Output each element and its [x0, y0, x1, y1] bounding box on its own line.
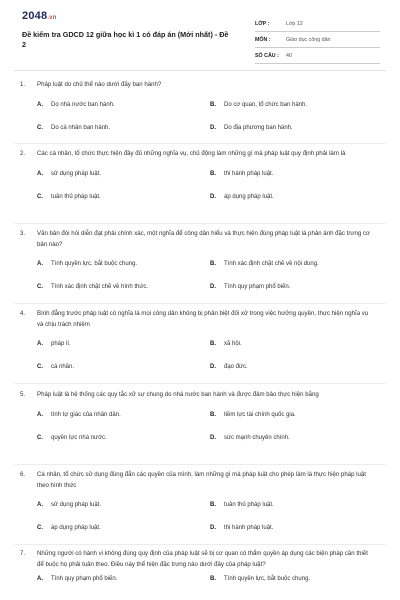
option-text: tiềm lực tài chính quốc gia. [224, 411, 296, 418]
option-b[interactable] [210, 170, 273, 178]
answer-options [20, 160, 384, 202]
answer-options [20, 250, 384, 292]
answer-options [20, 91, 384, 133]
question-divider [14, 464, 386, 465]
option-text: xã hội. [224, 341, 242, 347]
question-stem [20, 390, 384, 401]
option-c[interactable] [37, 434, 107, 442]
option-d[interactable] [210, 193, 274, 201]
site-logo[interactable] [22, 10, 57, 22]
meta-class-row [255, 16, 380, 32]
question-text: Các cá nhân, tổ chức thực hiện đầy đủ những nghĩa vụ, chủ động làm những gì mà pháp luật quy định phải làm là [37, 150, 346, 157]
option-b[interactable] [210, 501, 274, 509]
option-b[interactable] [210, 411, 296, 419]
meta-value: 40 [286, 52, 292, 59]
meta-label: MÔN : [255, 36, 271, 43]
question-divider [14, 383, 386, 384]
option-letter: D. [210, 364, 216, 370]
question-divider [14, 544, 386, 545]
logo-tld: .vn [47, 15, 57, 21]
option-text: tuân thủ pháp luật. [224, 502, 274, 508]
option-c[interactable] [37, 124, 110, 132]
option-text: áp dụng pháp luật. [51, 525, 101, 531]
answer-options [20, 491, 384, 533]
question-6 [20, 470, 384, 533]
option-b[interactable] [210, 575, 310, 583]
question-text: Pháp luật là hệ thống các quy tắc xử sự chung do nhà nước ban hành và được đảm bảo thực hiện bằng [37, 391, 319, 398]
option-a[interactable] [37, 260, 137, 268]
document-header [22, 10, 380, 60]
question-stem [20, 309, 384, 330]
option-b[interactable] [210, 340, 242, 348]
option-text: Tính quyền lực, bắt buộc chung. [224, 576, 311, 582]
option-text: tuân thủ pháp luật. [51, 193, 101, 200]
option-letter: D. [210, 284, 216, 290]
question-number: 7. [20, 550, 26, 557]
option-letter: C. [37, 434, 43, 441]
option-c[interactable] [37, 363, 74, 371]
option-letter: B. [210, 341, 216, 347]
document-title: Đề kiểm tra GDCD 12 giữa học kì 1 có đáp án (Mới nhất) - Đề 2 [22, 30, 229, 49]
question-number: 5. [20, 391, 26, 398]
question-2 [20, 149, 384, 202]
option-letter: B. [210, 411, 216, 418]
option-d[interactable] [210, 363, 248, 371]
option-letter: A. [37, 576, 43, 582]
question-stem [20, 549, 384, 570]
question-text: Pháp luật do chủ thể nào dưới đây ban hành? [37, 81, 162, 88]
question-text: Bình đẳng trước pháp luật có nghĩa là mọi công dân không bị phân biệt đối xử trong việc hưởng quyền, thực hiện nghĩa vụ và chịu trách nhiệm [37, 310, 369, 328]
option-letter: A. [37, 170, 43, 177]
option-letter: C. [37, 525, 43, 531]
question-text: Những người có hành vi không đúng quy định của pháp luật sẽ bị cơ quan có thẩm quyền áp dụng các biện pháp cần thiết để buộc họ phải tuân theo. Điều này thể hiện đặc trưng nào dưới đây của pháp luật? [37, 550, 368, 568]
option-text: Tính xác định chặt chẽ về nội dung. [224, 261, 319, 267]
option-text: Do nhà nước ban hành. [51, 101, 115, 108]
option-letter: D. [210, 434, 216, 441]
option-a[interactable] [37, 340, 71, 348]
option-letter: C. [37, 124, 43, 131]
question-number: 4. [20, 310, 26, 317]
question-stem [20, 80, 384, 91]
meta-subject-row [255, 32, 380, 48]
question-5 [20, 390, 384, 443]
meta-label: SỐ CÂU : [255, 52, 279, 59]
question-divider [14, 223, 386, 224]
meta-value: Giáo dục công dân [286, 36, 331, 43]
option-text: thi hành pháp luật. [224, 170, 274, 177]
option-b[interactable] [210, 101, 307, 109]
option-c[interactable] [37, 283, 148, 291]
header-divider [14, 70, 386, 71]
document-meta [255, 16, 380, 64]
option-text: pháp lí. [51, 341, 71, 347]
question-stem [20, 229, 384, 250]
option-text: Do cơ quan, tổ chức ban hành. [224, 101, 308, 108]
option-letter: C. [37, 364, 43, 370]
option-letter: B. [210, 101, 216, 108]
option-letter: B. [210, 502, 216, 508]
answer-options [20, 330, 384, 372]
option-text: sử dụng pháp luật. [51, 502, 102, 508]
answer-options [20, 570, 384, 580]
option-a[interactable] [37, 501, 101, 509]
option-letter: D. [210, 193, 216, 200]
option-letter: A. [37, 502, 43, 508]
option-text: tính tự giác của nhân dân. [51, 411, 121, 418]
option-a[interactable] [37, 575, 117, 583]
question-text: Cá nhân, tổ chức sử dụng đúng đắn các quyền của mình, làm những gì mà pháp luật cho phép làm là thực hiện pháp luật theo hình thức [37, 471, 367, 489]
question-4 [20, 309, 384, 372]
option-letter: B. [210, 261, 216, 267]
option-letter: A. [37, 101, 43, 108]
option-text: thi hành pháp luật. [224, 525, 274, 531]
option-letter: D. [210, 525, 216, 531]
option-letter: A. [37, 261, 43, 267]
option-letter: A. [37, 341, 43, 347]
option-letter: C. [37, 193, 43, 200]
option-letter: B. [210, 170, 216, 177]
option-text: Do địa phương ban hành. [224, 124, 293, 131]
option-a[interactable] [37, 101, 115, 109]
option-d[interactable] [210, 124, 293, 132]
option-letter: A. [37, 411, 43, 418]
option-text: Tính quy phạm phổ biến. [51, 576, 118, 582]
question-text: Văn bản đòi hỏi diễn đạt phải chính xác, một nghĩa để công dân hiểu và thực hiện đúng pháp luật là phản ánh đặc trưng cơ bản nào? [37, 230, 370, 248]
question-divider [14, 143, 386, 144]
option-d[interactable] [210, 283, 290, 291]
answer-options [20, 401, 384, 443]
question-number: 1. [20, 81, 26, 88]
option-a[interactable] [37, 411, 121, 419]
question-stem [20, 470, 384, 491]
option-text: sử dụng pháp luật. [51, 170, 102, 177]
logo-main: 2048 [22, 10, 48, 22]
question-stem [20, 149, 384, 160]
option-d[interactable] [210, 524, 273, 532]
question-number: 3. [20, 230, 26, 237]
meta-value: Lớp 12 [286, 20, 303, 27]
meta-count-row [255, 48, 380, 64]
option-c[interactable] [37, 524, 101, 532]
option-letter: D. [210, 124, 216, 131]
option-letter: C. [37, 284, 43, 290]
option-letter: B. [210, 576, 216, 582]
option-c[interactable] [37, 193, 101, 201]
option-b[interactable] [210, 260, 319, 268]
option-text: Tính xác định chặt chẽ về hình thức. [51, 284, 149, 290]
question-1 [20, 80, 384, 133]
option-text: cá nhân. [51, 364, 75, 370]
question-number: 6. [20, 471, 26, 478]
option-text: Tính quy phạm phổ biến. [224, 284, 291, 290]
option-text: đạo đức. [224, 364, 248, 370]
option-text: quyền lực nhà nước. [51, 434, 107, 441]
option-text: áp dụng pháp luật. [224, 193, 274, 200]
question-divider [14, 303, 386, 304]
option-text: Tính quyền lực, bắt buộc chung. [51, 261, 138, 267]
question-3 [20, 229, 384, 292]
question-number: 2. [20, 150, 26, 157]
option-text: sức mạnh chuyên chính. [224, 434, 290, 441]
question-7 [20, 549, 384, 580]
meta-label: LỚP : [255, 20, 270, 27]
option-a[interactable] [37, 170, 101, 178]
option-d[interactable] [210, 434, 290, 442]
option-text: Do cá nhân ban hành. [51, 124, 111, 131]
